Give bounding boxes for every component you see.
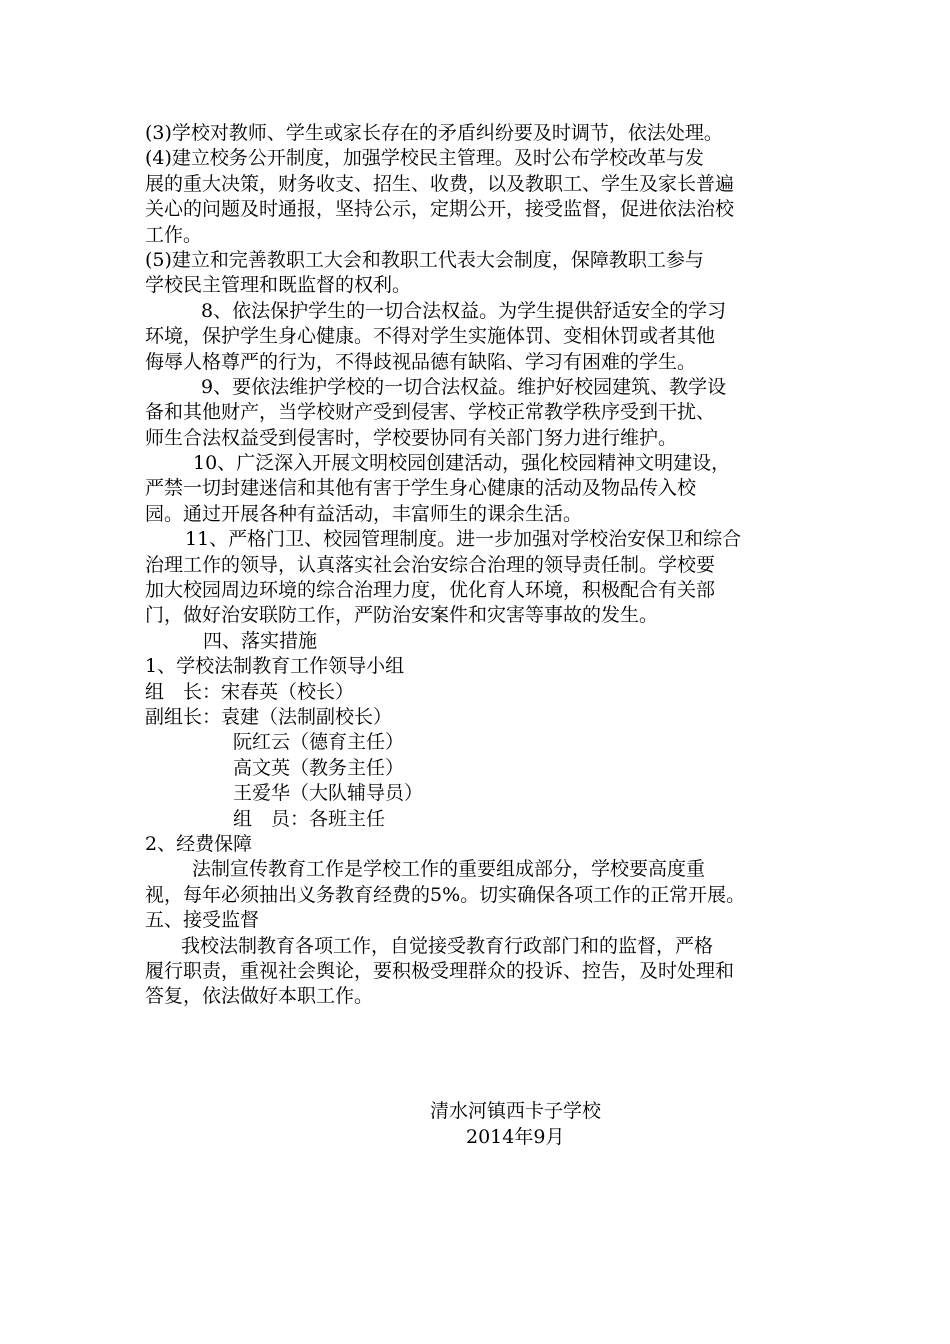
document-date: 2014年9月 bbox=[466, 1126, 565, 1148]
text-line: 2、经费保障 bbox=[145, 832, 253, 855]
text-line: 工作。 bbox=[145, 223, 203, 246]
text-line: 我校法制教育各项工作，自觉接受教育行政部门和的监督，严格 bbox=[181, 934, 714, 957]
text-line: 1、学校法制教育工作领导小组 bbox=[145, 655, 405, 678]
paragraph-p3 bbox=[145, 121, 825, 146]
paragraph-item10 bbox=[145, 451, 825, 527]
text-line: 王爱华（大队辅导员） bbox=[233, 782, 424, 805]
text-line: 五、接受监督 bbox=[145, 909, 260, 932]
text-line: 10、广泛深入开展文明校园创建活动，强化校园精神文明建设， bbox=[193, 452, 731, 475]
text-line: 8、依法保护学生的一切合法权益。为学生提供舒适安全的学习 bbox=[201, 299, 727, 322]
text-line: 组 长：宋春英（校长） bbox=[145, 680, 355, 703]
paragraph-supervision bbox=[145, 934, 825, 1010]
text-line: 法制宣传教育工作是学校工作的重要组成部分，学校要高度重 bbox=[173, 858, 706, 881]
text-line: 环境，保护学生身心健康。不得对学生实施体罚、变相休罚或者其他 bbox=[145, 325, 716, 348]
paragraph-deputy2 bbox=[145, 730, 825, 755]
paragraph-p5 bbox=[145, 248, 825, 299]
text-line: 四、落实措施 bbox=[203, 629, 318, 652]
paragraph-p4 bbox=[145, 146, 825, 248]
document-body bbox=[145, 121, 825, 1010]
paragraph-group-heading bbox=[145, 654, 825, 679]
text-line: 门，做好治安联防工作，严防治安案件和灾害等事故的发生。 bbox=[145, 604, 659, 627]
text-line: 加大校园周边环境的综合治理力度，优化育人环境，积极配合有关部 bbox=[145, 579, 716, 602]
paragraph-item11 bbox=[145, 527, 825, 629]
paragraph-deputy bbox=[145, 705, 825, 730]
signature-block bbox=[430, 1098, 670, 1150]
text-line: (4)建立校务公开制度，加强学校民主管理。及时公布学校改革与发 bbox=[145, 147, 704, 170]
paragraph-funding bbox=[145, 857, 825, 908]
text-line: (3)学校对教师、学生或家长存在的矛盾纠纷要及时调节，依法处理。 bbox=[145, 122, 723, 144]
paragraph-item8 bbox=[145, 299, 825, 375]
text-line: 答复，依法做好本职工作。 bbox=[145, 985, 374, 1008]
paragraph-section4 bbox=[145, 629, 825, 654]
text-line: 备和其他财产，当学校财产受到侵害、学校正常教学秩序受到干扰、 bbox=[145, 401, 716, 424]
text-line: 侮辱人格尊严的行为，不得歧视品德有缺陷、学习有困难的学生。 bbox=[145, 350, 697, 373]
text-line: 11、严格门卫、校园管理制度。进一步加强对学校治安保卫和综合 bbox=[185, 528, 742, 551]
text-line: 高文英（教务主任） bbox=[233, 756, 405, 779]
text-line: 9、要依法维护学校的一切合法权益。维护好校园建筑、教学设 bbox=[201, 375, 727, 398]
text-line: 治理工作的领导，认真落实社会治安综合治理的领导责任制。学校要 bbox=[145, 553, 716, 576]
text-line: 组 员：各班主任 bbox=[233, 807, 386, 830]
paragraph-deputy3 bbox=[145, 756, 825, 781]
paragraph-deputy4 bbox=[145, 781, 825, 806]
school-name: 清水河镇西卡子学校 bbox=[430, 1100, 602, 1122]
paragraph-funding-heading bbox=[145, 832, 825, 857]
text-line: 严禁一切封建迷信和其他有害于学生身心健康的活动及物品传入校 bbox=[145, 477, 697, 500]
text-line: 园。通过开展各种有益活动，丰富师生的课余生活。 bbox=[145, 502, 583, 525]
paragraph-item9 bbox=[145, 375, 825, 451]
text-line: 履行职责，重视社会舆论，要积极受理群众的投诉、控告，及时处理和 bbox=[145, 959, 735, 982]
text-line: 视，每年必须抽出义务教育经费的5%。切实确保各项工作的正常开展。 bbox=[145, 883, 746, 906]
text-line: 副组长：袁建（法制副校长） bbox=[145, 705, 393, 728]
paragraph-section5 bbox=[145, 908, 825, 933]
paragraph-leader bbox=[145, 680, 825, 705]
text-line: 展的重大决策，财务收支、招生、收费，以及教职工、学生及家长普遍 bbox=[145, 172, 735, 195]
text-line: 关心的问题及时通报，坚持公示，定期公开，接受监督，促进依法治校 bbox=[145, 198, 735, 221]
text-line: (5)建立和完善教职工大会和教职工代表大会制度，保障教职工参与 bbox=[145, 248, 704, 271]
paragraph-members bbox=[145, 807, 825, 832]
text-line: 学校民主管理和既监督的权利。 bbox=[145, 274, 412, 297]
text-line: 阮红云（德育主任） bbox=[233, 731, 405, 754]
text-line: 师生合法权益受到侵害时，学校要协同有关部门努力进行维护。 bbox=[145, 426, 678, 449]
